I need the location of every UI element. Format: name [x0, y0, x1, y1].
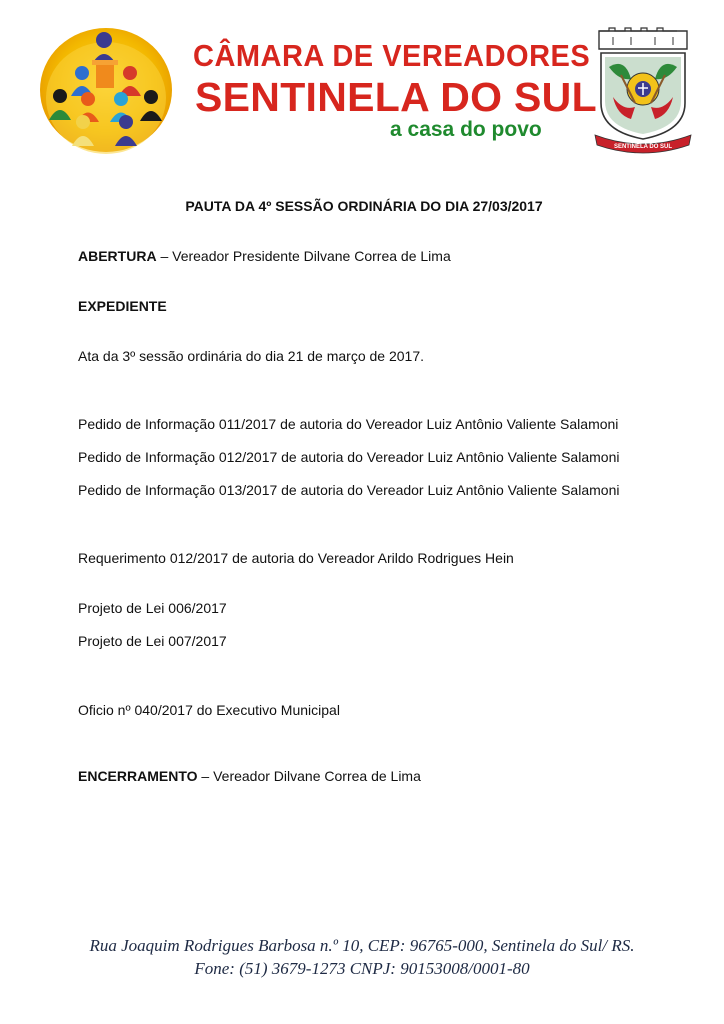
- expediente-heading: EXPEDIENTE: [78, 298, 167, 314]
- information-request-item: Pedido de Informação 011/2017 de autoria do Vereador Luiz Antônio Valiente Salamoni: [78, 416, 619, 432]
- footer-address: Rua Joaquim Rodrigues Barbosa n.º 10, CEP: 96765-000, Sentinela do Sul/ RS.: [89, 936, 635, 955]
- agenda-title: PAUTA DA 4º SESSÃO ORDINÁRIA DO DIA 27/03/2017: [185, 198, 543, 214]
- title-city: SENTINELA DO SUL: [195, 74, 597, 120]
- closing-text: – Vereador Dilvane Correa de Lima: [197, 768, 421, 784]
- chamber-title: [190, 40, 597, 150]
- opening-line: [78, 248, 451, 264]
- petition-item: Requerimento 012/2017 de autoria do Vereador Arildo Rodrigues Hein: [78, 550, 514, 566]
- municipal-crest: [591, 27, 695, 155]
- footer-contact: Fone: (51) 3679-1273 CNPJ: 90153008/0001-80: [194, 959, 530, 978]
- bill-item: Projeto de Lei 006/2017: [78, 600, 227, 616]
- minutes-item: Ata da 3º sessão ordinária do dia 21 de março de 2017.: [78, 348, 425, 364]
- closing-label: ENCERRAMENTO: [78, 768, 198, 784]
- official-letter-item: Oficio nº 040/2017 do Executivo Municipal: [78, 702, 340, 718]
- opening-text: – Vereador Presidente Dilvane Correa de Lima: [156, 248, 451, 264]
- information-request-item: Pedido de Informação 012/2017 de autoria do Vereador Luiz Antônio Valiente Salamoni: [78, 449, 620, 465]
- crest-motto: SENTINELA DO SUL: [613, 144, 673, 150]
- information-request-item: Pedido de Informação 013/2017 de autoria do Vereador Luiz Antônio Valiente Salamoni: [78, 482, 620, 498]
- slogan: a casa do povo: [390, 118, 542, 141]
- closing-line: [78, 768, 421, 784]
- letterhead: [0, 0, 724, 170]
- chamber-people-logo: [38, 26, 176, 158]
- opening-label: ABERTURA: [78, 248, 157, 264]
- title-chamber: CÂMARA DE VEREADORES: [193, 40, 591, 74]
- bill-item: Projeto de Lei 007/2017: [78, 633, 227, 649]
